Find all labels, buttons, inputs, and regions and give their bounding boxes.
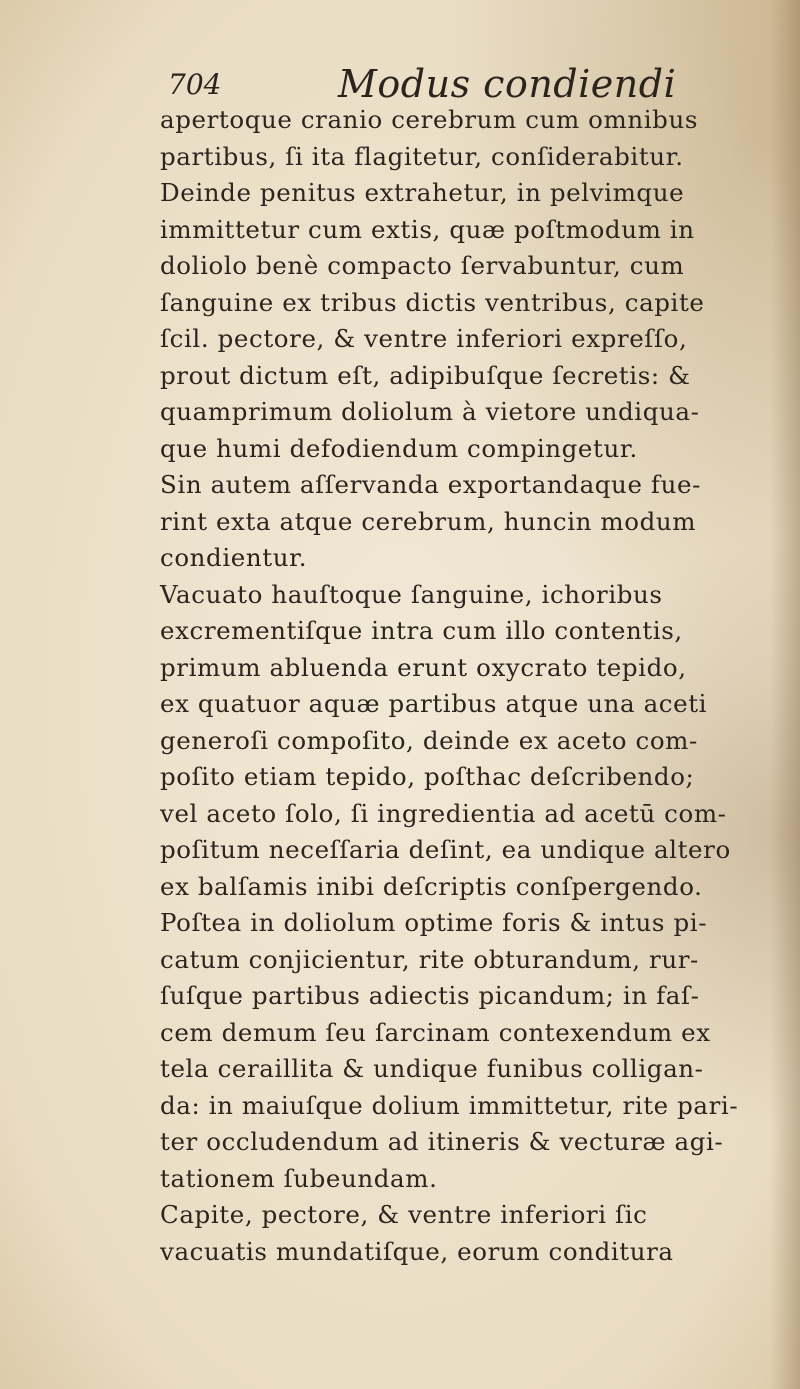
text-line: ex balſamis inibi deſcriptis conſpergendo. xyxy=(160,871,703,901)
text-line: que humi defodiendum compingetur. xyxy=(160,433,638,463)
text-line: Sin autem aſſervanda exportandaque fue- xyxy=(160,470,701,499)
running-title: Modus condiendi xyxy=(338,62,677,106)
body-text xyxy=(160,102,800,1270)
text-line: ex quatuor aquæ partibus atque una aceti xyxy=(160,689,708,718)
text-line: tela ceraillita & undique funibus colligan- xyxy=(160,1054,704,1083)
text-line: ter occludendum ad itineris & vecturæ agi- xyxy=(160,1127,724,1156)
text-line: Poſtea in doliolum optime foris & intus pi- xyxy=(160,908,708,937)
text-line: doliolo benè compacto ſervabuntur, cum xyxy=(160,251,685,280)
text-line: Deinde penitus extrahetur, in pelvimque xyxy=(160,178,685,207)
text-line: poſitum neceſſaria deſint, ea undique altero xyxy=(160,835,731,864)
text-line: catum conjicientur, rite obturandum, rur- xyxy=(160,944,699,974)
text-line: Capite, pectore, & ventre inferiori ſic xyxy=(160,1200,648,1229)
text-line: apertoque cranio cerebrum cum omnibus xyxy=(160,105,699,134)
text-line: Vacuato hauſtoque ſanguine, ichoribus xyxy=(160,579,663,609)
text-line: da: in maiuſque dolium immittetur, rite pari- xyxy=(160,1090,739,1120)
text-line: immittetur cum extis, quæ poſtmodum in xyxy=(160,214,695,244)
text-line: tationem ſubeundam. xyxy=(160,1163,438,1193)
text-line: cem demum ſeu ſarcinam contexendum ex xyxy=(160,1017,711,1047)
text-line: ſanguine ex tribus dictis ventribus, capite xyxy=(160,287,705,317)
text-line: poſito etiam tepido, poſthac deſcribendo; xyxy=(160,762,695,791)
text-line: generoſi compoſito, deinde ex aceto com- xyxy=(160,725,698,755)
text-line: prout dictum eſt, adipibuſque ſecretis: & xyxy=(160,360,691,390)
text-line: ſcil. pectore, & ventre inferiori expreſſo, xyxy=(160,324,688,353)
text-line: rint exta atque cerebrum, huncin modum xyxy=(160,506,697,536)
text-line: excrementiſque intra cum illo contentis, xyxy=(160,616,683,645)
text-line: ſuſque partibus adiectis picandum; in faſ- xyxy=(160,981,700,1010)
page-number: 704 xyxy=(168,68,222,101)
text-line: primum abluenda erunt oxycrato tepido, xyxy=(160,652,687,682)
text-line: partibus, ſi ita flagitetur, conſiderabitur. xyxy=(160,141,684,171)
text-line: vacuatis mundatiſque, eorum conditura xyxy=(160,1236,674,1266)
text-line: quamprimum doliolum à vietore undiqua- xyxy=(160,397,700,426)
text-line: condientur. xyxy=(160,543,308,572)
text-line: vel aceto ſolo, ſi ingredientia ad acetū com- xyxy=(160,798,727,828)
